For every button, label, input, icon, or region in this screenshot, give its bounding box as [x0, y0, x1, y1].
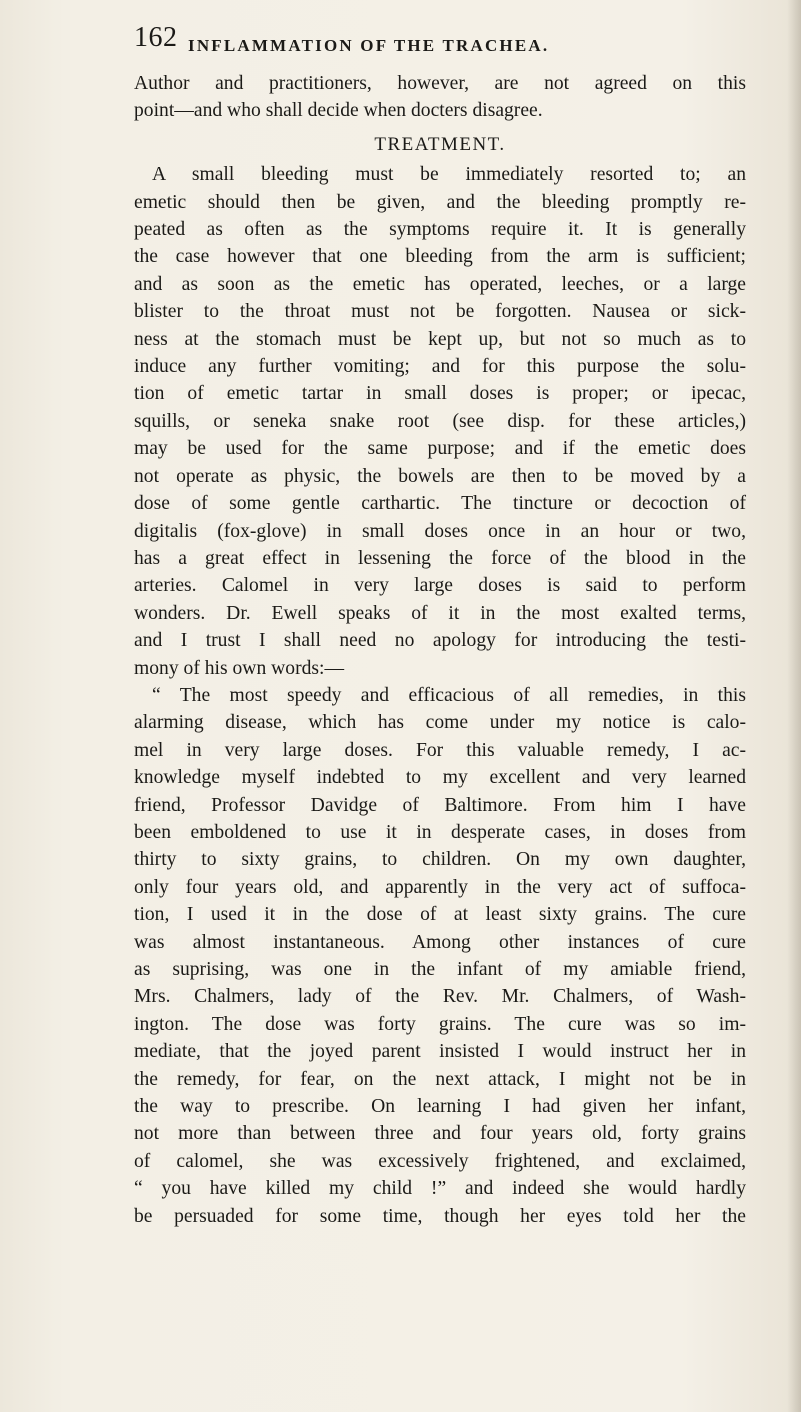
- text-line: the way to prescribe. On learning I had given her infant,: [134, 1096, 746, 1118]
- text-line: only four years old, and apparently in the very act of suffoca-: [134, 876, 746, 898]
- text-line: Author and practitioners, however, are not agreed on this: [134, 73, 746, 94]
- running-head: [134, 22, 774, 62]
- text-line: be persuaded for some time, though her eyes told her the: [134, 1205, 746, 1227]
- text-line: induce any further vomiting; and for this purpose the solu-: [134, 356, 746, 378]
- text-line: friend, Professor Davidge of Baltimore. From him I have: [134, 794, 746, 816]
- text-line: tion of emetic tartar in small doses is proper; or ipecac,: [134, 383, 746, 405]
- text-line: of calomel, she was excessively frightened, and exclaimed,: [134, 1150, 746, 1172]
- text-line: tion, I used it in the dose of at least sixty grains. The cure: [134, 904, 746, 926]
- text-line: arteries. Calomel in very large doses is said to perform: [134, 575, 746, 597]
- text-line: knowledge myself indebted to my excellent and very learned: [134, 767, 746, 789]
- text-line: as suprising, was one in the infant of my amiable friend,: [134, 959, 746, 980]
- text-line: “ you have killed my child !” and indeed she would hardly: [134, 1178, 746, 1200]
- text-line: mediate, that the joyed parent insisted I would instruct her in: [134, 1041, 746, 1063]
- text-line: may be used for the same purpose; and if the emetic does: [134, 438, 746, 460]
- text-line: wonders. Dr. Ewell speaks of it in the most exalted terms,: [134, 602, 746, 624]
- text-line: digitalis (fox-glove) in small doses once in an hour or two,: [134, 520, 746, 542]
- text-line: squills, or seneka snake root (see disp. for these articles,): [134, 410, 746, 432]
- text-line: has a great effect in lessening the force of the blood in the: [134, 547, 746, 569]
- text-line: the remedy, for fear, on the next attack, I might not be in: [134, 1068, 746, 1090]
- body-text: [134, 70, 746, 1230]
- text-line: been emboldened to use it in desperate cases, in doses from: [134, 821, 746, 843]
- page-number: 162: [134, 22, 178, 53]
- text-line: not more than between three and four years old, forty grains: [134, 1123, 746, 1145]
- text-line: was almost instantaneous. Among other instances of cure: [134, 931, 746, 953]
- text-line: ness at the stomach must be kept up, but not so much as to: [134, 328, 746, 350]
- text-line: and I trust I shall need no apology for introducing the testi-: [134, 630, 746, 652]
- text-line: ington. The dose was forty grains. The cure was so im-: [134, 1013, 746, 1035]
- text-line: the case however that one bleeding from the arm is sufficient;: [134, 246, 746, 268]
- text-line: dose of some gentle carthartic. The tincture or decoction of: [134, 493, 746, 515]
- text-line: A small bleeding must be immediately resorted to; an: [152, 164, 746, 186]
- text-line: thirty to sixty grains, to children. On my own daughter,: [134, 849, 746, 871]
- text-line: peated as often as the symptoms require it. It is generally: [134, 219, 746, 241]
- text-line: and as soon as the emetic has operated, leeches, or a large: [134, 273, 746, 295]
- text-line: alarming disease, which has come under my notice is calo-: [134, 712, 746, 734]
- text-line: blister to the throat must not be forgotten. Nausea or sick-: [134, 301, 746, 323]
- text-line: mel in very large doses. For this valuable remedy, I ac-: [134, 739, 746, 761]
- section-heading: TREATMENT.: [374, 133, 506, 155]
- text-line: Mrs. Chalmers, lady of the Rev. Mr. Chalmers, of Wash-: [134, 986, 746, 1008]
- text-line: not operate as physic, the bowels are then to be moved by a: [134, 465, 746, 487]
- running-head-title: INFLAMMATION OF THE TRACHEA.: [188, 36, 550, 55]
- text-line: point—and who shall decide when docters disagree.: [134, 100, 543, 122]
- text-line: “ The most speedy and efficacious of all remedies, in this: [152, 684, 746, 706]
- text-line: emetic should then be given, and the bleeding promptly re-: [134, 191, 746, 213]
- text-line: mony of his own words:—: [134, 657, 345, 679]
- page-edge-shadow: [787, 0, 801, 1412]
